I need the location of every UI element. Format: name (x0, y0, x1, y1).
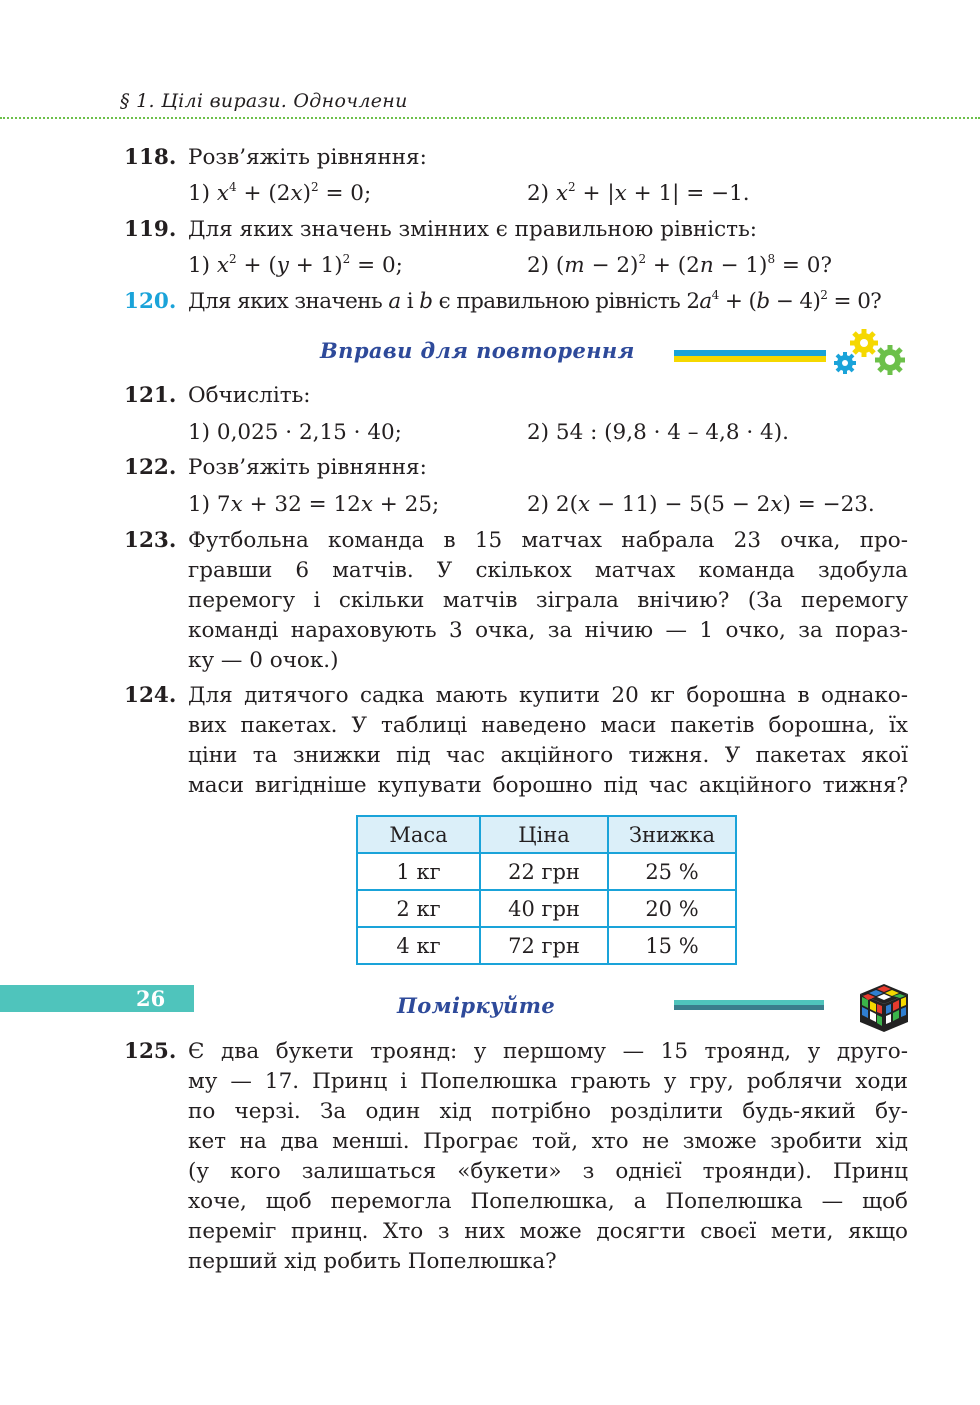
exercise-118-text: Розв’яжіть рівняння: (188, 145, 427, 170)
table-cell: 4 кг (357, 927, 480, 964)
header-divider (0, 117, 980, 119)
exercise-121-part2: 2) 54 : (9,8 · 4 – 4,8 · 4). (527, 420, 789, 445)
flour-price-table (356, 815, 737, 965)
exercise-123-line: гравши 6 матчів. У скількох матчах команда здобула (188, 558, 908, 583)
table-cell: 20 % (608, 890, 736, 927)
table-header-cell: Знижка (608, 816, 736, 853)
exercise-125-line: му — 17. Принц і Попелюшка грають у гру, роблячи ходи (188, 1069, 908, 1094)
exercise-120-number: 120. (124, 289, 177, 314)
exercise-124-text (188, 681, 908, 801)
exercise-124-line: Для дитячого садка мають купити 20 кг борошна в однако- (188, 683, 908, 708)
table-header-row (357, 816, 736, 853)
exercise-124-line: вих пакетах. У таблиці наведено маси пакетів борошна, їх (188, 713, 908, 738)
exercise-125-line: Є два букети троянд: у першому — 15 троянд, у друго- (188, 1039, 908, 1064)
table-cell: 25 % (608, 853, 736, 890)
page-number: 26 (136, 986, 166, 1011)
section-title-think: Поміркуйте (397, 993, 556, 1018)
exercise-119-text: Для яких значень змінних є правильною рівність: (188, 217, 758, 242)
exercise-125-line: переміг принц. Хто з них може досягти своєї мети, якщо (188, 1219, 908, 1244)
exercise-125-line: (у кого залишаться «букети» з однієї троянди). Принц (188, 1159, 908, 1184)
table-cell: 2 кг (357, 890, 480, 927)
section-title-repeat: Вправи для повторення (320, 338, 635, 363)
exercise-125-line: кет на два менші. Програє той, хто не зможе зробити хід (188, 1129, 908, 1154)
exercise-121-part1: 1) 0,025 · 2,15 · 40; (188, 420, 402, 445)
section-stripe-repeat-yellow (674, 356, 826, 362)
exercise-124-line: ціни та знижки під час акційного тижня. У пакетах якої (188, 743, 908, 768)
exercise-122-number: 122. (124, 455, 177, 480)
section-stripe-think-dark (674, 1005, 824, 1010)
exercise-118-part1: 1) $x^4 + (2x)^2 = 0$; (188, 180, 372, 206)
exercise-123-line: перемогу і скільки матчів зіграла внічию? (За перемогу (188, 588, 908, 613)
exercise-124-number: 124. (124, 683, 177, 708)
exercise-125-line: по черзі. За один хід потрібно розділити будь-який бу- (188, 1099, 908, 1124)
exercise-122-text: Розв’яжіть рівняння: (188, 455, 427, 480)
table-header-cell: Ціна (480, 816, 608, 853)
exercise-118-number: 118. (124, 145, 177, 170)
table-cell: 1 кг (357, 853, 480, 890)
table-cell: 22 грн (480, 853, 608, 890)
exercise-123-line: команді нараховують 3 очка, за нічию — 1 очко, за пораз- (188, 618, 908, 643)
exercise-122-part1: 1) 7x + 32 = 12x + 25; (188, 492, 440, 517)
table-cell: 15 % (608, 927, 736, 964)
exercise-122-part2: 2) 2(x − 11) − 5(5 − 2x) = −23. (527, 492, 875, 517)
exercise-123-number: 123. (124, 528, 177, 553)
exercise-123-line: ку — 0 очок.) (188, 648, 339, 673)
exercise-125-line: хоче, щоб перемогла Попелюшка, а Попелюшка — щоб (188, 1189, 908, 1214)
exercise-120-text: Для яких значень a і b є правильною рівність $2a^4 + (b - 4)^2 = 0$? (188, 288, 882, 314)
table-cell: 40 грн (480, 890, 608, 927)
exercise-119-part1: 1) $x^2 + (y + 1)^2 = 0$; (188, 252, 403, 278)
exercise-125-number: 125. (124, 1039, 177, 1064)
exercise-125-text (188, 1037, 908, 1277)
table-header-cell: Маса (357, 816, 480, 853)
exercise-123-text (188, 526, 908, 676)
gears-icon (828, 327, 912, 379)
exercise-124-line: маси вигідніше купувати борошно під час акційного тижня? (188, 773, 908, 798)
exercise-125-line: перший хід робить Попелюшка? (188, 1249, 557, 1274)
table-row (357, 853, 736, 890)
exercise-119-part2: 2) $(m - 2)^2 + (2n - 1)^8 = 0$? (527, 252, 832, 278)
table-row (357, 927, 736, 964)
table-row (357, 890, 736, 927)
exercise-123-line: Футбольна команда в 15 матчах набрала 23 очка, про- (188, 528, 908, 553)
exercise-121-number: 121. (124, 383, 177, 408)
exercise-119-number: 119. (124, 217, 177, 242)
exercise-121-text: Обчисліть: (188, 383, 311, 408)
table-cell: 72 грн (480, 927, 608, 964)
exercise-118-part2: 2) $x^2 + |x + 1| = -1$. (527, 180, 750, 206)
running-header: § 1. Цілі вирази. Одночлени (120, 90, 408, 112)
rubiks-cube-icon (858, 982, 910, 1034)
